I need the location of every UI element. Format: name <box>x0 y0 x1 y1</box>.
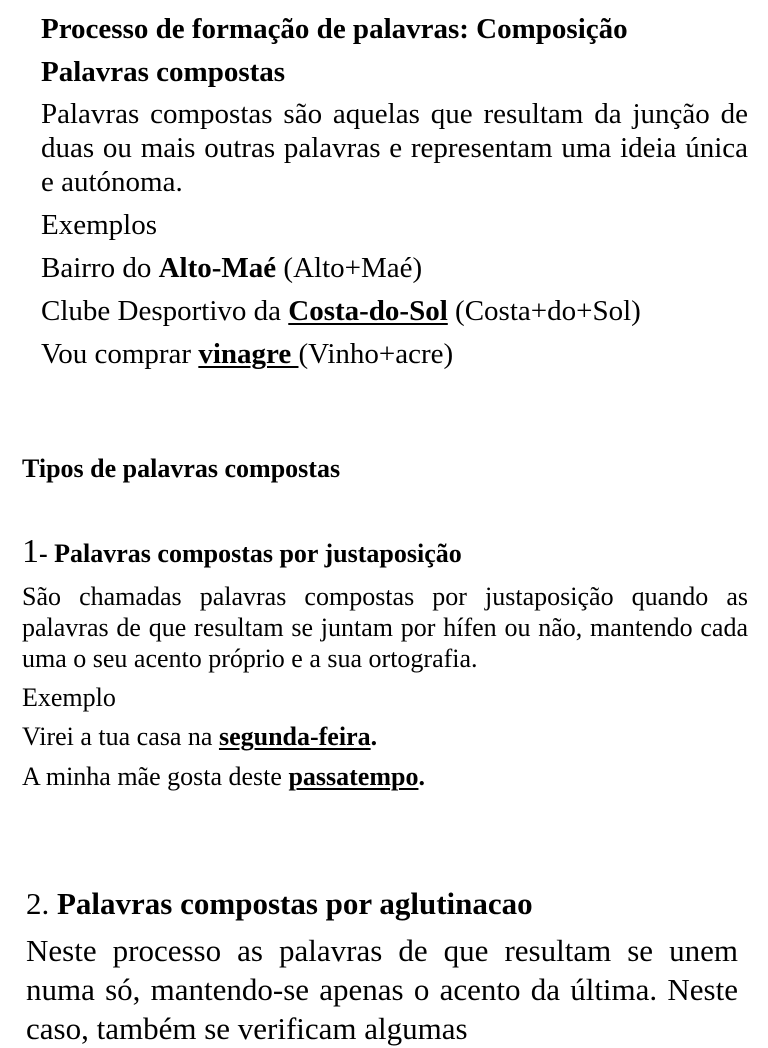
example-decomposition: (Alto+Maé) <box>276 252 423 284</box>
section-subtitle: Palavras compostas <box>41 56 286 88</box>
definition-paragraph: Neste processo as palavras de que resultam se unem numa só, mantendo-se apenas o acento da última. Neste caso, também se verificam algumas <box>26 933 738 1046</box>
example-text: A minha mãe gosta deste <box>22 762 289 791</box>
example-line <box>41 294 748 328</box>
compound-word: vinagre <box>198 338 299 370</box>
example-punctuation: . <box>370 722 378 751</box>
compound-word: passatempo <box>288 762 419 791</box>
subsection-heading <box>26 884 738 923</box>
example-text: Virei a tua casa na <box>22 722 219 751</box>
example-text: Bairro do <box>41 252 159 284</box>
example-line <box>22 721 748 752</box>
subsection-heading <box>22 533 748 570</box>
subsection-number: 2. <box>26 886 50 921</box>
subsection-title: - Palavras compostas por justaposição <box>39 539 462 568</box>
subsection-title: Palavras compostas por aglutinacao <box>57 886 533 921</box>
example-decomposition: (Costa+do+Sol) <box>447 295 641 327</box>
example-text: Clube Desportivo da <box>41 295 289 327</box>
example-text: Vou comprar <box>41 338 199 370</box>
example-line <box>41 337 748 371</box>
definition-paragraph: São chamadas palavras compostas por justaposição quando as palavras de que resultam se juntam por hífen ou não, mantendo cada uma o seu acento próprio e a sua ortografia. <box>22 582 748 673</box>
example-label: Exemplo <box>22 683 116 712</box>
compound-word: segunda-feira <box>218 722 371 751</box>
section-heading: Tipos de palavras compostas <box>22 454 341 483</box>
example-decomposition: (Vinho+acre) <box>298 338 454 370</box>
definition-paragraph: Palavras compostas são aquelas que resultam da junção de duas ou mais outras palavras e representam uma ideia única e autónoma. <box>41 98 748 198</box>
example-line <box>41 251 748 285</box>
example-punctuation: . <box>418 762 425 791</box>
document-title: Processo de formação de palavras: Composição <box>41 13 628 45</box>
example-line <box>22 761 748 792</box>
subsection-number: 1 <box>22 533 39 570</box>
compound-word: Costa-do-Sol <box>288 295 448 327</box>
compound-word: Alto-Maé <box>158 252 277 284</box>
examples-label: Exemplos <box>41 209 157 241</box>
